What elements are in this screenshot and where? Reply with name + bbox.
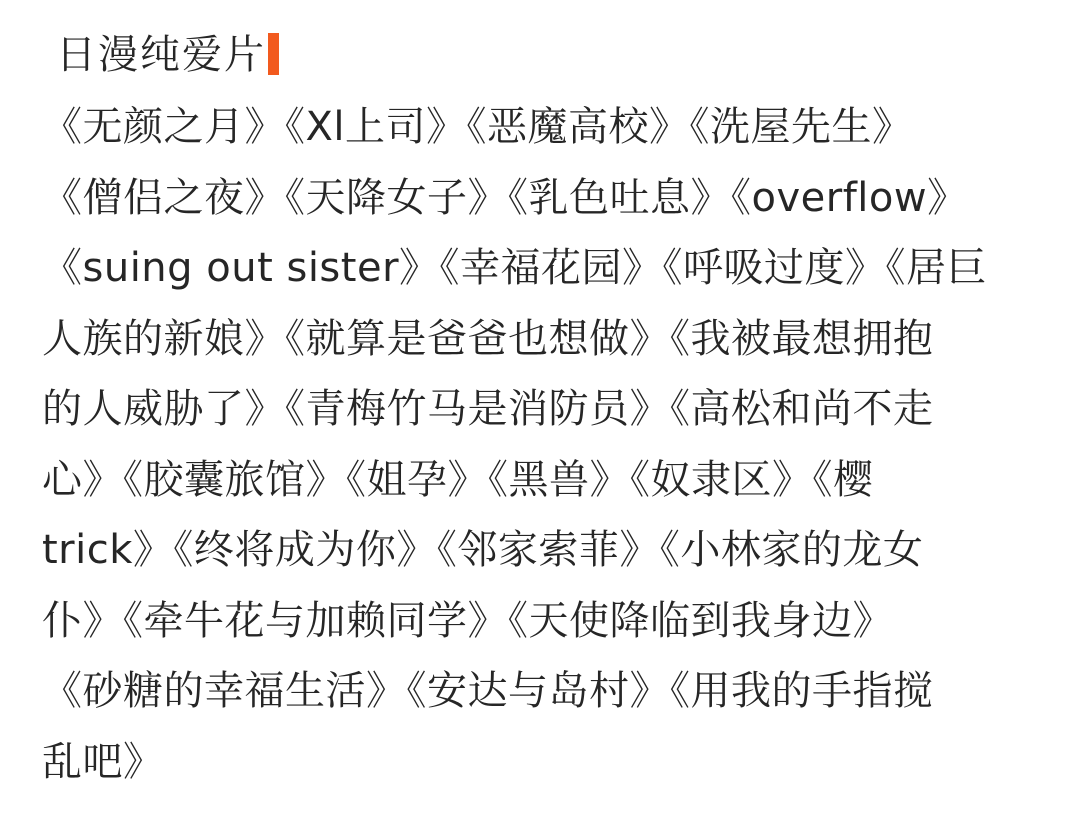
text-line: 《suing out sister》《幸福花园》《呼吸过度》《居巨 <box>42 245 988 291</box>
text-cursor <box>268 33 279 75</box>
text-line: 《僧侣之夜》《天降女子》《乳色吐息》《overflow》 <box>42 174 968 221</box>
page-title: 日漫纯爱片 <box>56 32 266 78</box>
text-line: 仆》《牵牛花与加赖同学》《天使降临到我身边》 <box>42 597 893 644</box>
text-line: 乱吧》 <box>42 738 164 785</box>
text-line: 心》《胶囊旅馆》《姐孕》《黑兽》《奴隶区》《樱 <box>42 456 874 503</box>
text-line: 《砂糖的幸福生活》《安达与岛村》《用我的手指搅 <box>42 668 934 714</box>
text-line: trick》《终将成为你》《邻家索菲》《小林家的龙女 <box>42 527 924 573</box>
page-title-line <box>42 18 1041 92</box>
text-line: 人族的新娘》《就算是爸爸也想做》《我被最想拥抱 <box>42 315 934 362</box>
text-line: 的人威胁了》《青梅竹马是消防员》《高松和尚不走 <box>42 386 934 432</box>
text-line: 《无颜之月》《Xl上司》《恶魔高校》《洗屋先生》 <box>42 104 913 150</box>
